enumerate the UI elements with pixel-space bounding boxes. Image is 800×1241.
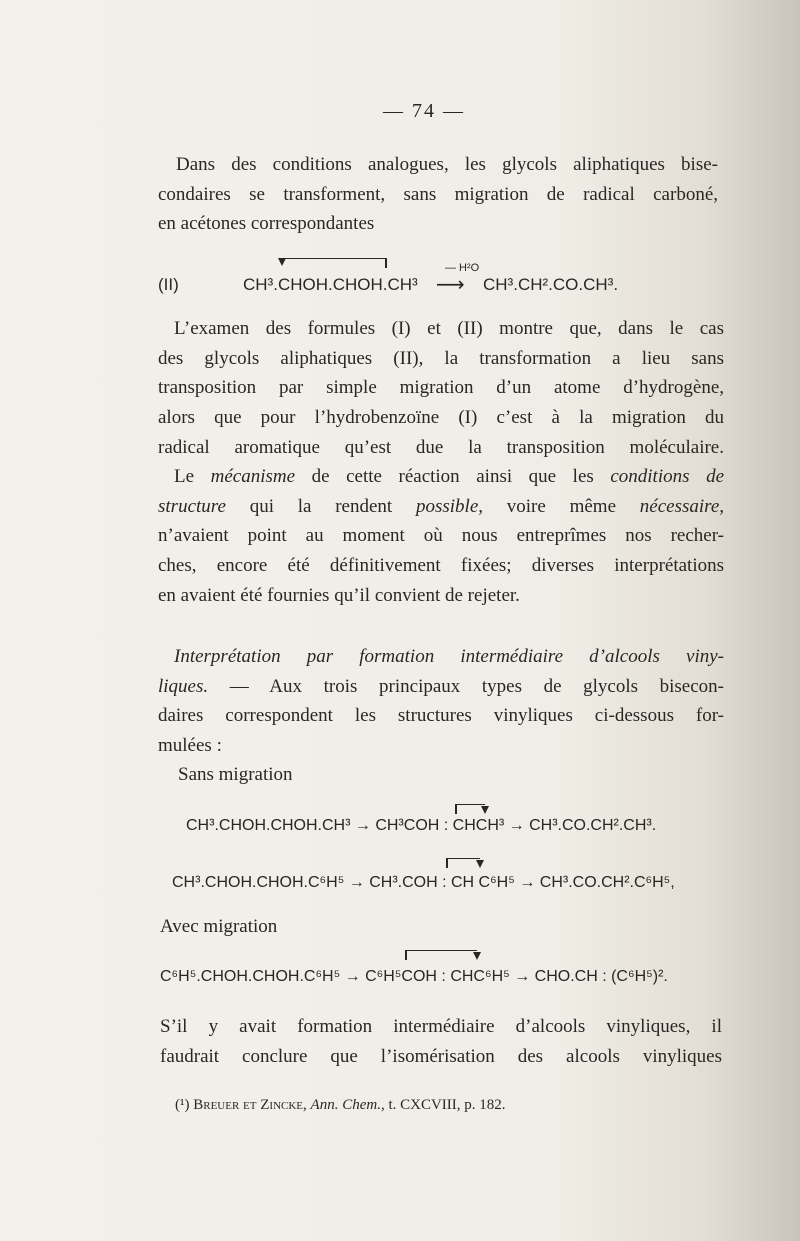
- text-run: voire même: [506, 495, 617, 517]
- text-line: transposition par simple migration d’un atome d’hydrogène,: [158, 377, 724, 399]
- footnote: [175, 1097, 506, 1114]
- formula-c: C⁶H⁵.CHOH.CHOH.C⁶H⁵ → C⁶H⁵COH : CHC⁶H⁵ → CHO.CH : (C⁶H⁵)².: [160, 968, 668, 985]
- text-line: mulées :: [158, 735, 222, 757]
- text-line: L’examen des formules (I) et (II) montre que, dans le cas: [174, 318, 724, 339]
- paragraph-conclusion: [160, 1012, 722, 1071]
- migration-bracket: [405, 950, 477, 951]
- bracket-tick: [455, 804, 457, 814]
- emphasis: conditions de: [610, 466, 724, 487]
- footnote-mark: (¹): [175, 1097, 190, 1113]
- paragraph-examen: [158, 314, 724, 463]
- text-line: [158, 672, 724, 702]
- footnote-journal: Ann. Chem.,: [310, 1097, 385, 1113]
- text-line: [158, 492, 724, 522]
- text-line: n’avaient point au moment où nous entreprîmes nos recher-: [158, 525, 724, 547]
- text-run: qui la rendent: [249, 495, 393, 517]
- bracket-tick: [405, 950, 407, 960]
- section-title: Interprétation par formation intermédiaire d’alcools viny-: [174, 646, 724, 667]
- bracket-tick: [446, 858, 448, 868]
- bracket-tick: [385, 258, 387, 268]
- formula-left: CH³.CHOH.CHOH.CH³: [243, 275, 418, 294]
- label-avec-migration: Avec migration: [160, 916, 278, 937]
- label-sans-migration: Sans migration: [178, 764, 293, 785]
- paragraph-intro: [158, 150, 718, 239]
- emphasis: mécanisme: [210, 466, 296, 487]
- formula-b: CH³.CHOH.CHOH.C⁶H⁵ → CH³.COH : CH C⁶H⁵ → CH³.CO.CH².C⁶H⁵,: [172, 874, 675, 891]
- text-line: en avaient été fournies qu’il convient de rejeter.: [158, 584, 520, 606]
- text-run: de cette réaction ainsi que les: [311, 466, 594, 487]
- text-line: radical aromatique qu’est due la transposition moléculaire.: [158, 436, 724, 458]
- migration-bracket: [455, 804, 485, 805]
- bracket-arrowhead: [278, 258, 286, 266]
- text-line: des glycols aliphatiques (II), la transformation a lieu sans: [158, 347, 724, 369]
- paragraph-mecanisme: [158, 462, 724, 611]
- text-line: [158, 462, 724, 492]
- emphasis: structure: [158, 495, 226, 517]
- bracket-arrowhead: [473, 952, 481, 960]
- migration-bracket: [446, 858, 480, 859]
- migration-bracket: [282, 258, 386, 259]
- text-line: alors que pour l’hydrobenzoïne (I) c’est à la migration du: [158, 407, 724, 429]
- text-line: faudrait conclure que l’isomérisation des alcools vinyliques: [160, 1045, 722, 1067]
- text-line: ches, encore été définitivement fixées; diverses interprétations: [158, 555, 724, 577]
- section-title-end: liques.: [158, 675, 209, 697]
- text-run: — Aux trois principaux types de glycols bisecon-: [229, 675, 724, 697]
- text-line: condaires se transforment, sans migration de radical carboné,: [158, 183, 718, 205]
- page-number: — 74 —: [383, 100, 465, 122]
- formula-label: (II): [158, 275, 179, 294]
- reaction-arrow: ⟶: [436, 274, 465, 296]
- paragraph-interpretation: [158, 642, 724, 761]
- bracket-arrowhead: [481, 806, 489, 814]
- text-run: Le: [174, 466, 195, 487]
- footnote-reference: t. CXCVIII, p. 182.: [388, 1097, 506, 1113]
- formula-a: CH³.CHOH.CHOH.CH³ → CH³COH : CHCH³ → CH³.CO.CH².CH³.: [186, 817, 657, 834]
- text-line: S’il y avait formation intermédiaire d’alcools vinyliques, il: [160, 1016, 722, 1037]
- text-line: en acétones correspondantes: [158, 213, 375, 235]
- text-line: daires correspondent les structures vinyliques ci-dessous for-: [158, 705, 724, 727]
- formula-over-arrow: — H²O: [445, 262, 480, 274]
- formula-right: CH³.CH².CO.CH³.: [483, 275, 619, 294]
- emphasis: nécessaire,: [639, 495, 725, 517]
- text-line: Dans des conditions analogues, les glycols aliphatiques bise-: [176, 154, 718, 175]
- footnote-authors: Breuer et Zincke,: [193, 1097, 307, 1113]
- bracket-arrowhead: [476, 860, 484, 868]
- emphasis: possible,: [415, 495, 483, 517]
